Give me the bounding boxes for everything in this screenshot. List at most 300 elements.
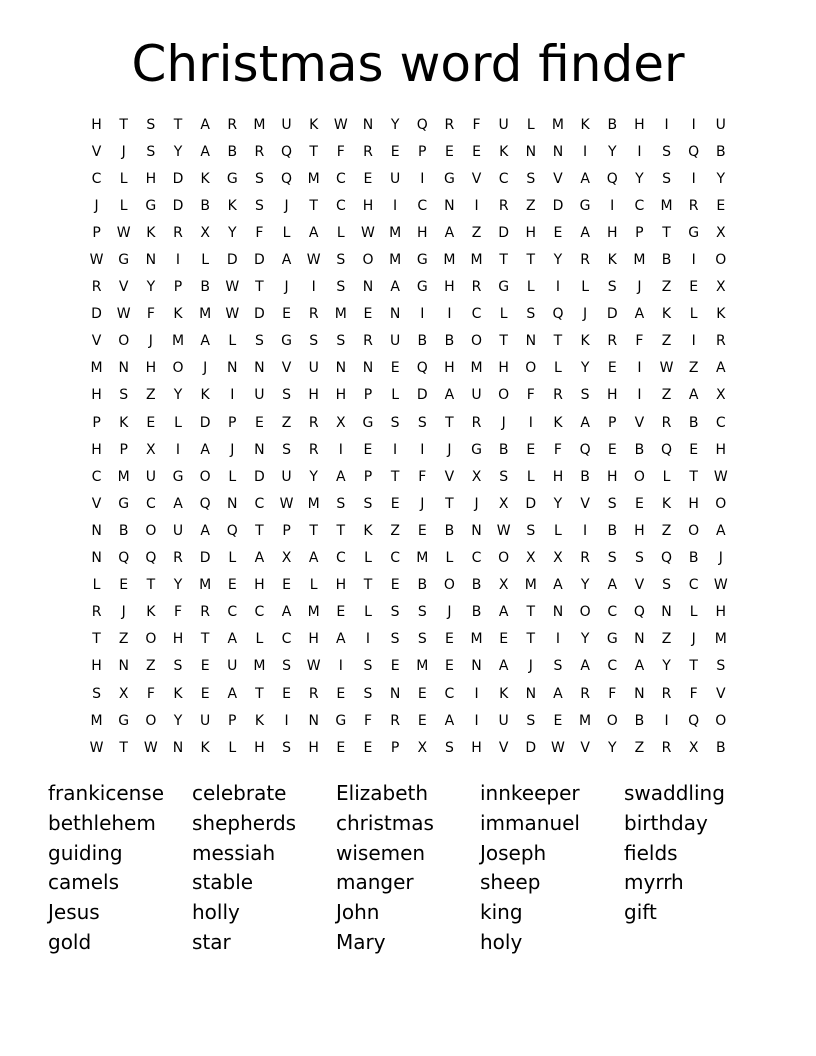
grid-letter: O — [633, 468, 645, 485]
grid-letter: E — [716, 197, 726, 214]
grid-letter: U — [172, 522, 184, 539]
grid-letter: J — [121, 604, 126, 621]
grid-letter: J — [583, 306, 588, 323]
grid-letter: S — [92, 685, 102, 702]
grid-row — [83, 382, 734, 409]
grid-letter: R — [661, 414, 672, 431]
grid-letter: S — [390, 631, 400, 648]
grid-letter: I — [311, 279, 316, 296]
grid-letter: C — [227, 604, 238, 621]
grid-letter: W — [89, 739, 104, 756]
grid-letter: F — [418, 468, 427, 485]
grid-letter: I — [583, 522, 588, 539]
grid-letter: F — [363, 712, 372, 729]
grid-letter: S — [444, 739, 454, 756]
grid-letter: F — [146, 306, 155, 323]
grid-letter: N — [362, 360, 374, 377]
grid-letter: I — [637, 387, 642, 404]
grid-letter: A — [716, 522, 726, 539]
grid-letter: Y — [716, 170, 726, 187]
word-list-item: immanuel — [480, 810, 580, 835]
grid-letter: V — [634, 414, 645, 431]
grid-letter: P — [390, 739, 400, 756]
grid-letter: L — [255, 631, 264, 648]
grid-letter: R — [715, 333, 726, 350]
grid-letter: E — [282, 577, 291, 594]
grid-letter: O — [145, 712, 157, 729]
grid-letter: Z — [526, 197, 536, 214]
grid-letter: C — [254, 604, 265, 621]
grid-letter: W — [143, 739, 158, 756]
grid-letter: R — [390, 712, 400, 729]
grid-letter: L — [228, 333, 237, 350]
grid-letter: H — [444, 360, 455, 377]
grid-letter: F — [472, 116, 481, 133]
grid-letter: E — [200, 685, 210, 702]
grid-letter: K — [580, 116, 590, 133]
grid-letter: S — [607, 550, 617, 567]
grid-letter: V — [580, 739, 590, 756]
word-list-item: wisemen — [336, 840, 426, 865]
grid-letter: I — [637, 360, 642, 377]
grid-letter: S — [417, 604, 427, 621]
grid-letter: X — [471, 468, 482, 485]
grid-letter: N — [335, 360, 347, 377]
grid-letter: C — [91, 468, 102, 485]
grid-letter: H — [606, 387, 618, 404]
grid-letter: Q — [118, 550, 130, 567]
grid-letter: R — [308, 306, 319, 323]
grid-letter: B — [471, 577, 482, 594]
grid-row — [83, 301, 734, 328]
grid-letter: W — [116, 306, 131, 323]
grid-letter: I — [583, 143, 588, 160]
grid-letter: U — [498, 712, 509, 729]
grid-letter: Q — [145, 550, 157, 567]
grid-letter: V — [91, 495, 102, 512]
grid-letter: M — [551, 116, 564, 133]
grid-letter: E — [444, 143, 454, 160]
grid-letter: C — [607, 658, 618, 675]
grid-letter: N — [227, 360, 238, 377]
word-list — [48, 779, 768, 958]
word-list-item: Mary — [336, 929, 386, 954]
grid-letter: L — [309, 577, 318, 594]
grid-letter: F — [255, 224, 264, 241]
grid-letter: M — [470, 360, 483, 377]
grid-letter: K — [146, 224, 156, 241]
grid-letter: P — [363, 387, 373, 404]
grid-letter: P — [363, 468, 373, 485]
grid-letter: R — [688, 197, 699, 214]
grid-letter: A — [254, 550, 265, 567]
grid-letter: T — [336, 522, 346, 539]
grid-letter: Y — [553, 252, 563, 269]
grid-row — [83, 599, 734, 626]
word-list-item: swaddling — [624, 781, 725, 805]
word-list-item: Elizabeth — [336, 781, 429, 805]
grid-letter: D — [416, 387, 428, 404]
grid-letter: Y — [553, 495, 563, 512]
grid-row — [83, 545, 734, 572]
grid-letter: Q — [226, 522, 238, 539]
word-list-item: birthday — [624, 810, 708, 835]
grid-letter: A — [716, 360, 726, 377]
grid-letter: Y — [607, 143, 617, 160]
grid-letter: A — [553, 577, 563, 594]
grid-letter: N — [661, 604, 672, 621]
grid-letter: R — [91, 279, 102, 296]
word-list-item: John — [336, 900, 380, 925]
grid-letter: D — [254, 252, 265, 269]
grid-letter: T — [526, 252, 536, 269]
grid-letter: H — [91, 441, 102, 458]
grid-letter: N — [389, 685, 401, 702]
grid-letter: M — [443, 252, 456, 269]
grid-letter: N — [254, 360, 265, 377]
grid-letter: E — [417, 685, 427, 702]
grid-letter: D — [552, 197, 564, 214]
grid-letter: L — [364, 604, 372, 621]
grid-letter: W — [89, 252, 104, 269]
grid-letter: E — [689, 279, 699, 296]
grid-letter: G — [118, 712, 130, 729]
grid-letter: L — [228, 739, 237, 756]
grid-letter: H — [416, 224, 428, 241]
grid-letter: H — [335, 387, 347, 404]
grid-letter: P — [418, 143, 427, 160]
grid-letter: O — [715, 712, 727, 729]
grid-letter: R — [661, 739, 672, 756]
grid-letter: M — [90, 360, 103, 377]
grid-row — [83, 626, 734, 653]
grid-letter: T — [363, 577, 373, 594]
grid-letter: D — [199, 550, 211, 567]
grid-letter: T — [309, 143, 318, 160]
grid-letter: Y — [580, 631, 590, 648]
grid-letter: I — [175, 252, 181, 269]
grid-letter: M — [199, 577, 212, 594]
grid-letter: H — [634, 116, 645, 133]
grid-letter: M — [117, 468, 130, 485]
grid-letter: Q — [281, 143, 293, 160]
grid-letter: S — [607, 495, 617, 512]
grid-letter: Q — [416, 360, 428, 377]
grid-letter: L — [689, 604, 698, 621]
grid-letter: G — [226, 170, 238, 187]
grid-letter: I — [284, 712, 289, 729]
grid-letter: W — [225, 279, 240, 296]
grid-letter: E — [417, 522, 427, 539]
grid-letter: A — [498, 604, 509, 621]
grid-letter: X — [688, 739, 699, 756]
grid-letter: H — [308, 631, 319, 648]
grid-letter: N — [308, 712, 319, 729]
grid-row — [83, 490, 734, 517]
grid-letter: H — [91, 387, 102, 404]
grid-letter: K — [499, 143, 509, 160]
grid-letter: W — [713, 577, 728, 594]
grid-letter: E — [689, 441, 699, 458]
grid-letter: A — [390, 279, 400, 296]
word-list-item: stable — [192, 870, 254, 895]
grid-letter: L — [554, 360, 562, 377]
grid-letter: C — [715, 414, 726, 431]
grid-letter: V — [716, 685, 726, 702]
grid-letter: O — [606, 712, 618, 729]
grid-letter: H — [91, 658, 102, 675]
grid-letter: G — [281, 333, 292, 350]
grid-letter: D — [254, 468, 265, 485]
grid-letter: A — [308, 224, 319, 241]
grid-letter: M — [470, 631, 483, 648]
grid-letter: V — [634, 577, 645, 594]
grid-letter: E — [390, 658, 400, 675]
grid-letter: O — [715, 495, 727, 512]
grid-letter: J — [284, 197, 289, 214]
grid-letter: T — [553, 333, 563, 350]
grid-letter: S — [526, 522, 536, 539]
grid-letter: N — [471, 658, 482, 675]
grid-letter: L — [119, 170, 128, 187]
grid-letter: E — [336, 685, 346, 702]
grid-letter: Q — [661, 441, 673, 458]
grid-letter: T — [689, 468, 698, 485]
grid-letter: H — [471, 739, 482, 756]
grid-letter: S — [363, 658, 373, 675]
word-list-item: gift — [624, 900, 657, 925]
grid-letter: I — [420, 306, 425, 323]
grid-letter: B — [661, 252, 672, 269]
word-column — [336, 779, 480, 958]
grid-letter: P — [228, 414, 237, 431]
grid-letter: K — [146, 604, 156, 621]
grid-letter: S — [526, 170, 536, 187]
grid-letter: D — [525, 739, 537, 756]
grid-letter: Y — [580, 577, 590, 594]
grid-letter: S — [309, 333, 319, 350]
grid-letter: J — [447, 441, 452, 458]
grid-letter: M — [389, 224, 402, 241]
grid-letter: L — [581, 279, 589, 296]
grid-letter: V — [553, 170, 563, 187]
grid-letter: Y — [662, 658, 671, 675]
grid-letter: U — [308, 360, 319, 377]
word-list-item: manger — [336, 870, 414, 895]
grid-letter: S — [716, 658, 726, 675]
grid-letter: E — [282, 306, 291, 323]
grid-letter: F — [553, 441, 562, 458]
grid-letter: A — [634, 658, 645, 675]
grid-letter: T — [499, 333, 508, 350]
grid-letter: N — [552, 604, 564, 621]
grid-letter: B — [417, 577, 428, 594]
grid-letter: R — [173, 224, 183, 241]
grid-letter: L — [526, 116, 535, 133]
grid-letter: S — [119, 387, 129, 404]
grid-letter: N — [362, 279, 374, 296]
grid-letter: O — [688, 522, 700, 539]
word-list-item: Joseph — [480, 840, 547, 865]
grid-letter: N — [91, 522, 102, 539]
grid-letter: D — [525, 495, 537, 512]
grid-letter: M — [389, 252, 402, 269]
grid-letter: M — [579, 712, 592, 729]
grid-letter: L — [526, 279, 535, 296]
grid-letter: U — [281, 116, 292, 133]
word-list-item: innkeeper — [480, 781, 580, 805]
grid-letter: Y — [390, 116, 400, 133]
grid-letter: L — [499, 306, 508, 323]
grid-letter: Q — [606, 170, 618, 187]
grid-letter: K — [254, 712, 264, 729]
word-list-item: holy — [480, 929, 523, 954]
grid-letter: U — [227, 658, 238, 675]
grid-letter: L — [228, 468, 237, 485]
grid-letter: M — [334, 306, 347, 323]
grid-letter: E — [200, 658, 210, 675]
word-list-item: messiah — [192, 840, 276, 865]
grid-letter: B — [607, 522, 618, 539]
grid-letter: S — [336, 252, 346, 269]
grid-letter: A — [444, 224, 455, 241]
grid-letter: K — [661, 495, 672, 512]
grid-letter: F — [689, 685, 698, 702]
grid-letter: E — [336, 604, 346, 621]
grid-letter: T — [445, 414, 454, 431]
grid-letter: K — [119, 414, 129, 431]
grid-letter: L — [92, 577, 101, 594]
grid-letter: R — [580, 685, 590, 702]
grid-letter: A — [200, 441, 210, 458]
grid-row — [83, 572, 734, 599]
grid-letter: X — [498, 495, 509, 512]
grid-letter: M — [633, 252, 646, 269]
grid-letter: Q — [199, 495, 211, 512]
grid-letter: I — [691, 252, 696, 269]
grid-letter: Y — [173, 712, 183, 729]
grid-letter: I — [610, 197, 615, 214]
grid-letter: H — [606, 224, 618, 241]
grid-letter: A — [580, 414, 590, 431]
grid-letter: A — [336, 631, 346, 648]
grid-letter: H — [145, 170, 157, 187]
grid-letter: X — [498, 577, 509, 594]
grid-letter: W — [551, 739, 565, 756]
grid-letter: G — [443, 170, 455, 187]
grid-letter: G — [172, 468, 184, 485]
grid-letter: D — [172, 197, 184, 214]
grid-letter: J — [637, 279, 642, 296]
grid-letter: L — [201, 252, 210, 269]
grid-letter: A — [173, 495, 183, 512]
grid-letter: U — [145, 468, 156, 485]
grid-letter: A — [200, 143, 210, 160]
grid-letter: K — [309, 116, 319, 133]
grid-letter: Y — [580, 360, 590, 377]
grid-letter: W — [361, 224, 375, 241]
grid-letter: S — [607, 279, 617, 296]
grid-letter: H — [254, 739, 265, 756]
grid-letter: T — [92, 631, 101, 648]
grid-letter: O — [715, 252, 727, 269]
grid-letter: I — [664, 712, 669, 729]
grid-letter: S — [254, 197, 264, 214]
grid-letter: F — [608, 685, 617, 702]
grid-row — [83, 653, 734, 680]
grid-letter: Z — [634, 739, 645, 756]
grid-letter: E — [363, 441, 373, 458]
grid-letter: R — [227, 116, 238, 133]
grid-letter: M — [307, 170, 320, 187]
grid-letter: F — [526, 387, 535, 404]
grid-letter: O — [145, 631, 157, 648]
grid-letter: E — [390, 495, 400, 512]
grid-letter: K — [607, 252, 617, 269]
grid-letter: S — [336, 279, 346, 296]
grid-letter: S — [146, 143, 156, 160]
grid-letter: R — [91, 604, 102, 621]
grid-letter: J — [284, 279, 289, 296]
grid-letter: W — [116, 224, 131, 241]
grid-letter: A — [580, 658, 590, 675]
grid-letter: C — [634, 197, 645, 214]
word-column — [192, 779, 336, 958]
grid-letter: E — [282, 685, 291, 702]
grid-letter: U — [389, 333, 401, 350]
grid-letter: S — [662, 577, 671, 594]
grid-letter: S — [254, 170, 264, 187]
grid-letter: P — [608, 414, 617, 431]
grid-letter: I — [365, 631, 371, 648]
grid-letter: J — [528, 658, 533, 675]
grid-letter: R — [661, 685, 672, 702]
grid-letter: T — [173, 116, 183, 133]
grid-letter: N — [91, 550, 102, 567]
grid-letter: M — [524, 577, 537, 594]
grid-letter: H — [715, 604, 727, 621]
grid-letter: P — [282, 522, 291, 539]
grid-letter: X — [417, 739, 428, 756]
grid-letter: A — [444, 712, 455, 729]
grid-letter: N — [254, 441, 265, 458]
grid-letter: S — [363, 495, 373, 512]
grid-letter: N — [172, 739, 184, 756]
grid-letter: T — [309, 522, 318, 539]
grid-letter: X — [281, 550, 292, 567]
grid-letter: S — [417, 414, 427, 431]
grid-letter: Y — [146, 279, 156, 296]
grid-letter: H — [308, 739, 319, 756]
grid-letter: B — [417, 333, 428, 350]
grid-letter: V — [281, 360, 292, 377]
grid-letter: L — [445, 550, 454, 567]
grid-letter: B — [471, 604, 482, 621]
grid-letter: E — [254, 414, 264, 431]
grid-letter: E — [607, 360, 617, 377]
grid-letter: U — [389, 170, 401, 187]
grid-letter: X — [716, 224, 726, 241]
grid-letter: G — [471, 441, 482, 458]
grid-letter: C — [471, 550, 482, 567]
grid-letter: U — [200, 712, 211, 729]
grid-letter: N — [362, 116, 374, 133]
grid-letter: C — [335, 170, 346, 187]
grid-letter: R — [363, 333, 373, 350]
grid-letter: Z — [281, 414, 292, 431]
grid-letter: K — [499, 685, 509, 702]
word-list-item: frankicense — [48, 781, 165, 805]
